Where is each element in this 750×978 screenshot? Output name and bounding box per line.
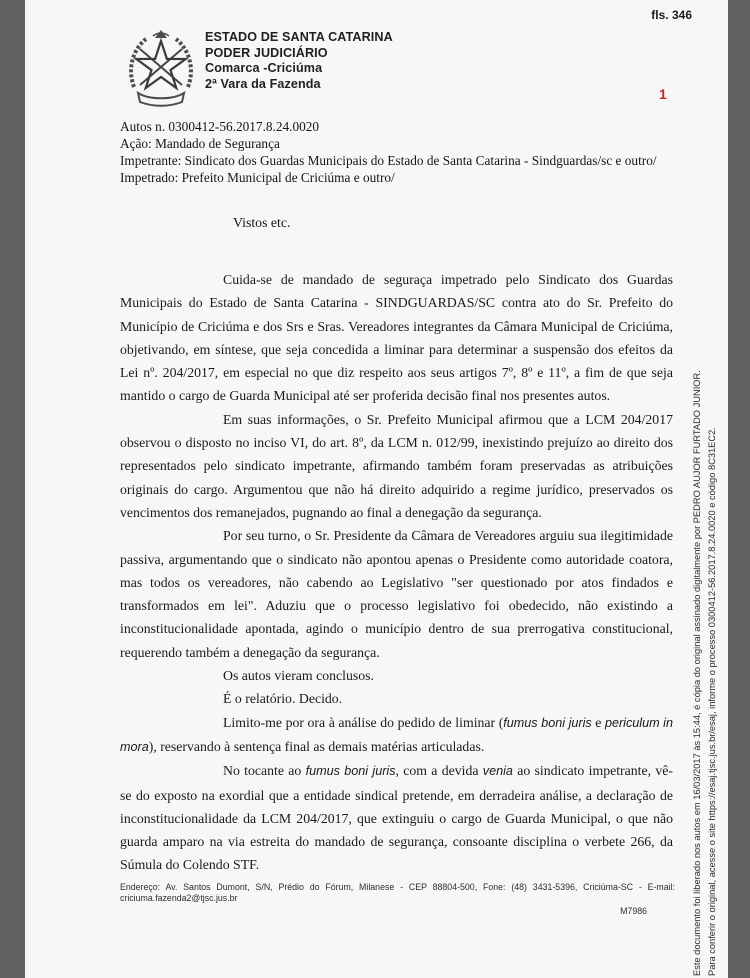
signature-verify-line: Para conferir o original, acesse o site https://esaj.tjsc.jus.br/esaj, informe o processo 0300412-56.2017.8.24.0020 e código 8C31EC2.: [706, 427, 717, 976]
letterhead-branch: PODER JUDICIÁRIO: [205, 45, 328, 60]
latin-term: fumus boni juris: [503, 715, 592, 730]
latin-term: venia: [482, 764, 513, 779]
signature-release-line: Este documento foi liberado nos autos em 16/03/2017 às 15:44, é cópia do original assinado digitalmente por PEDRO AUJOR FURTADO JUNIOR.: [692, 370, 702, 976]
paragraph-4: Os autos vieram conclusos.: [223, 668, 374, 684]
p6-text: e: [591, 714, 605, 730]
p6-text: Limito-me por ora à análise do pedido de liminar (: [223, 714, 504, 730]
letterhead-comarca: Comarca -Criciúma: [205, 61, 323, 75]
p6-text: ), reservando à sentença final as demais matérias articuladas.: [148, 738, 485, 754]
decision-body: [120, 268, 673, 877]
folio-number: fls. 346: [651, 8, 692, 22]
case-respondent: Impetrado: Prefeito Municipal de Criciúma e outro/: [120, 170, 395, 185]
court-address-footer: Endereço: Av. Santos Dumont, S/N, Prédio do Fórum, Milanese - CEP 88804-500, Fone: (48) 3431-5396, Criciúma-SC - E-mail: criciuma.fazenda2@tjsc.jus.br: [120, 882, 675, 903]
paragraph-6: [120, 711, 673, 760]
paragraph-7: [120, 759, 673, 876]
red-page-number: 1: [659, 86, 667, 102]
document-page: [25, 0, 728, 978]
digital-signature-strip: [690, 11, 719, 976]
p7-text: , com a devida: [395, 763, 483, 779]
paragraph-3: Por seu turno, o Sr. Presidente da Câmara de Vereadores arguiu sua ilegitimidade passiva, argumentando que o sindicato não apontou apenas o Presidente como autoridade coatora, mas todos os vereadores, não cabendo ao Legislativo "ser questionado por atos findados e transformados em lei". Aduziu que o processo legislativo foi obedecido, não existindo a inconstitucionalidade apontada, agindo o município dentro de sua prerrogativa constitucional, requerendo também a denegação da segurança.: [120, 528, 673, 660]
paragraph-1: Cuida-se de mandado de seguraça impetrado pelo Sindicato dos Guardas Municipais do Estado de Santa Catarina - SINDGUARDAS/SC contra ato do Sr. Prefeito do Município de Criciúma e dos Srs e Sras. Vereadores integrantes da Câmara Municipal de Criciúma, objetivando, em síntese, que seja concedida a liminar para determinar a suspensão dos efeitos da Lei nº. 204/2017, em especial no que diz respeito aos seus artigos 7º, 8º e 11º, a fim de que seja mantido o cargo de Guarda Municipal até ser proferida decisão final nos presentes autos.: [120, 272, 673, 404]
vistos-line: Vistos etc.: [233, 215, 291, 230]
latin-term: periculum in mora: [120, 715, 673, 754]
coat-of-arms-icon: [125, 27, 197, 113]
p7-text: ao sindicato impetrante, vê-se do exposto na exordial que a entidade sindical pretende, em derradeira análise, a declaração de inconstitucionalidade da LCM 204/2017, que extinguiu o cargo de Guarda Municipal, o que não guarda amparo na via estreita do mandado de segurança, consoante disciplina o verbete 266, da Súmula do Colendo STF.: [120, 763, 673, 873]
case-info-block: [120, 118, 695, 186]
latin-term: fumus boni juris: [305, 764, 396, 779]
paragraph-2: Em suas informações, o Sr. Prefeito Municipal afirmou que a LCM 204/2017 observou o disposto no inciso VI, do art. 8º, da LCM n. 012/99, inexistindo prejuízo ao direito dos representados pelo sindicato impetrante, afirmando também foram preservadas as atribuições originais do cargo. Argumentou que não há direito adquirido a regime jurídico, preservados os vencimentos dos remanejados, pugnando ao final a denegação da segurança.: [120, 411, 673, 520]
case-petitioner: Impetrante: Sindicato dos Guardas Municipais do Estado de Santa Catarina - Sindguardas/sc e outro/: [120, 153, 657, 168]
p7-text: No tocante ao: [223, 763, 306, 779]
case-number: Autos n. 0300412-56.2017.8.24.0020: [120, 119, 320, 134]
letterhead-vara: 2ª Vara da Fazenda: [205, 76, 321, 91]
letterhead-state: ESTADO DE SANTA CATARINA: [205, 30, 393, 44]
case-action: Ação: Mandado de Segurança: [120, 136, 280, 151]
court-letterhead: [205, 30, 393, 92]
document-code: M7986: [620, 906, 647, 916]
paragraph-5: É o relatório. Decido.: [223, 691, 343, 707]
